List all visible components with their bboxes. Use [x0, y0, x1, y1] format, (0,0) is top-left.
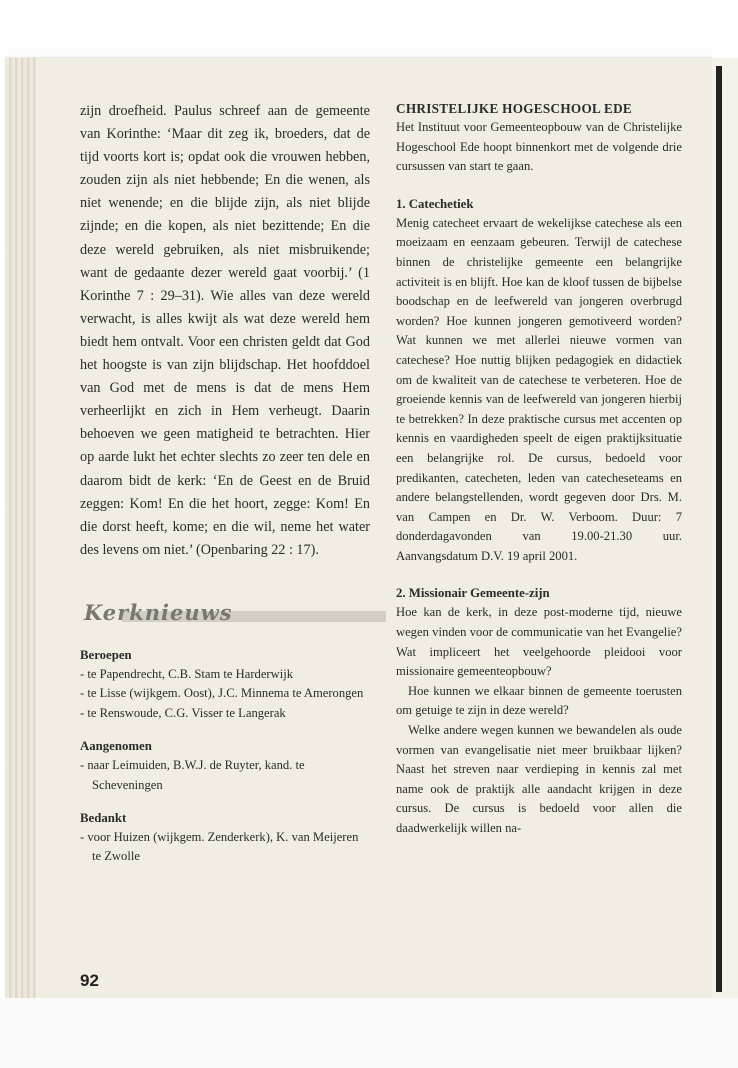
- next-page-edge: [712, 58, 738, 998]
- course-2-paragraph-1: Hoe kan de kerk, in deze post-moderne tijd, nieuwe wegen vinden voor de communicatie van het Evangelie? Wat impliceert het veelgehoorde pleidooi voor missionaire gemeenteopbouw?: [396, 605, 682, 679]
- course-2-paragraph-2: Hoe kunnen we elkaar binnen de gemeente toerusten om getuige te zijn in deze wereld?: [396, 683, 682, 718]
- bedankt-list: [80, 828, 370, 867]
- meditation-paragraph: zijn droefheid. Paulus schreef aan de gemeente van Korinthe: ‘Maar dit zeg ik, broeders, dat de tijd voorts kort is; opdat ook die vrouwen hebben, zouden zijn als niet hebbende; En die wenen, als niet wenende; en die blijde zijn, als niet blijde zijnde; en die kopen, als niet bezittende; En die deze wereld gebruiken, als niet misbruikende; want de gedaante dezer wereld gaat voorbij.’ (1 Korinthe 7 : 29–31). Wie alles van deze wereld verwacht, is alles kwijt als wat deze wereld hem biedt hem ontvalt. Voor een christen geldt dat God het hoogste is van zijn blijdschap. Het hoofddoel van God met de mens is dat de mens Hem verheerlijkt en zich in Hem verheugt. Daarin behoeven we geen matigheid te betrachten. Hier op aarde lukt het echter slechts zo zeer ten dele en daarom bidt de kerk: ‘En de Geest en de Bruid zeggen: Kom! En die het hoort, zegge: Kom! En die dorst heeft, kome; en die wil, neme het water des levens om niet.’ (Openbaring 22 : 17).: [80, 103, 370, 558]
- next-page-shadow: [716, 66, 722, 992]
- scan-background-bottom: [0, 998, 738, 1068]
- aangenomen-list: [80, 756, 370, 795]
- left-column: [80, 100, 370, 881]
- section-heading-aangenomen: Aangenomen: [80, 739, 152, 754]
- course-2-heading: 2. Missionair Gemeente-zijn: [396, 586, 550, 601]
- list-item: - te Papendrecht, C.B. Stam te Harderwijk: [80, 665, 370, 684]
- org-heading: CHRISTELIJKE HOGESCHOOL EDE: [396, 101, 633, 116]
- page-spine-edges: [6, 58, 36, 998]
- list-item: - voor Huizen (wijkgem. Zenderkerk), K. van Meijeren te Zwolle: [80, 828, 370, 867]
- page-number: 92: [80, 971, 99, 990]
- section-heading-beroepen: Beroepen: [80, 647, 132, 662]
- course-1-heading: 1. Catechetiek: [396, 196, 474, 211]
- course-2-paragraph-3: Welke andere wegen kunnen we bewandelen als oude vormen van evangelisatie niet meer bruikbaar lijken? Naast het streven naar verdieping in kennis zal met name ook de praktijk alle aandacht krijgen in deze cursus. De cursus is bedoeld voor allen die daadwerkelijk willen na-: [396, 723, 682, 835]
- list-item: - te Renswoude, C.G. Visser te Langerak: [80, 704, 370, 723]
- beroepen-list: [80, 665, 370, 723]
- section-heading-bedankt: Bedankt: [80, 810, 127, 825]
- kerknieuws-list: [80, 646, 370, 867]
- list-item: - naar Leimuiden, B.W.J. de Ruyter, kand. te Scheveningen: [80, 756, 370, 795]
- right-column: [396, 100, 682, 839]
- intro-paragraph: Het Instituut voor Gemeenteopbouw van de Christelijke Hogeschool Ede hoopt binnenkort met de volgende drie cursussen van start te gaan.: [396, 120, 682, 174]
- list-item: - te Lisse (wijkgem. Oost), J.C. Minnema te Amerongen: [80, 684, 370, 703]
- course-1-text: Menig catecheet ervaart de wekelijkse catechese als een moeizaam en eenzaam gebeuren. Terwijl de catechese binnen de christelijke gemeente een belangrijke activiteit is en blijft. Hoe kan de kloof tussen de bijbelse boodschap en de leefwereld van jongeren overbrugd worden? Hoe kunnen jongeren gemotiveerd worden? Wat kunnen we met allerlei nieuwe vormen van catechese? Hoe nuttig blijken pedagogiek en didactiek om de kwaliteit van de catechese te verbeteren. Hoe de groeiende kennis van de leefwereld van jongeren hierbij te betrekken? In deze praktische cursus met accenten op kennis en vaardigheden speelt de eigen praktijksituatie een belangrijke rol. De cursus, bedoeld voor predikanten, catecheten, leden van catecheseteams en andere belangstellenden, wordt gegeven door Drs. M. van Campen en Dr. W. Verboom. Duur: 7 donderdagavonden van 19.00-21.30 uur. Aanvangsdatum D.V. 19 april 2001.: [396, 215, 682, 563]
- kerknieuws-banner: [80, 599, 370, 628]
- scan-background-top: [0, 0, 738, 58]
- banner-title: Kerknieuws: [84, 599, 233, 625]
